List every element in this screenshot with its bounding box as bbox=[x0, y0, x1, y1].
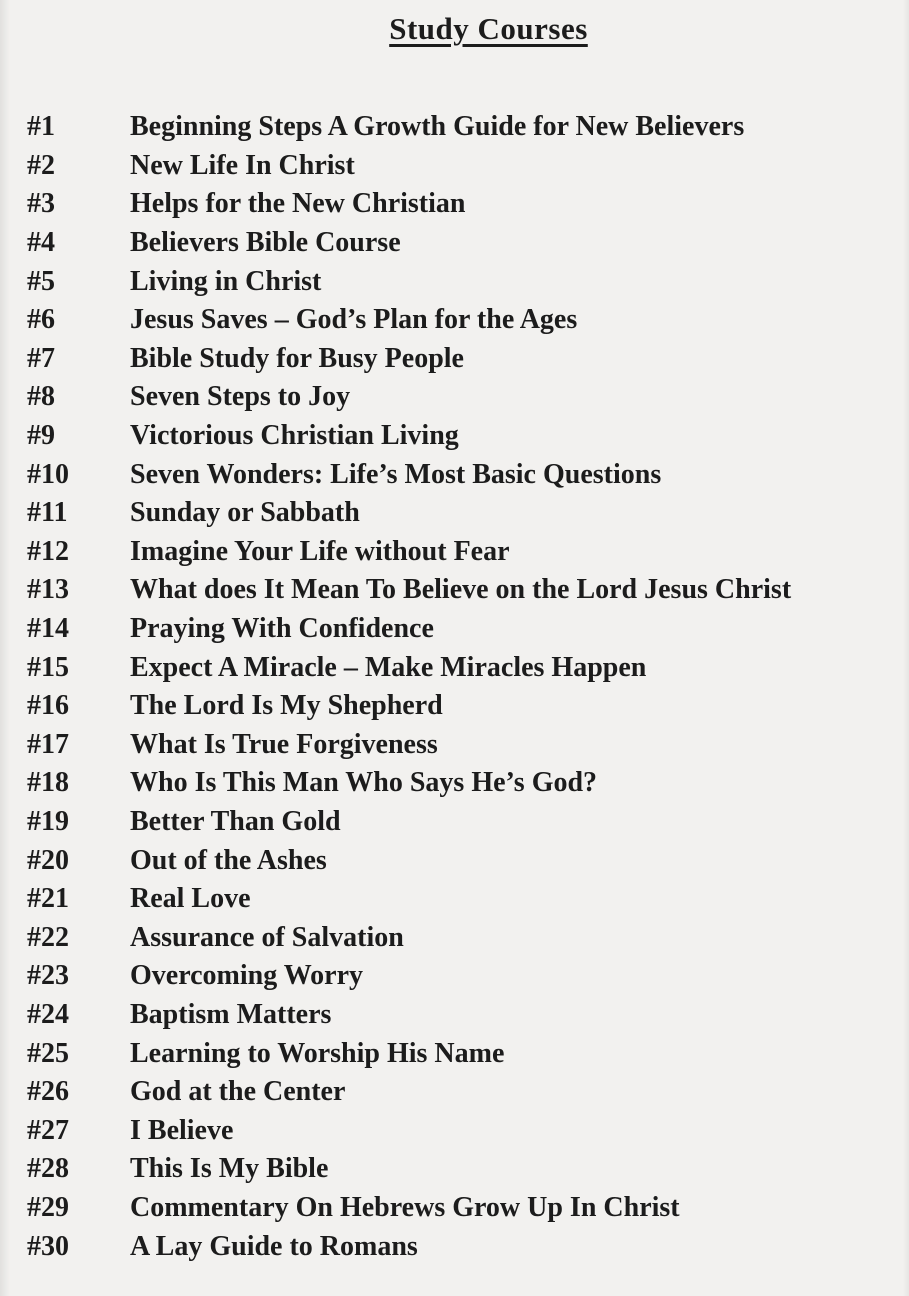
course-row bbox=[27, 108, 909, 147]
course-title: Helps for the New Christian bbox=[130, 188, 466, 220]
course-number: #10 bbox=[27, 458, 69, 490]
course-number: #27 bbox=[27, 1114, 69, 1146]
course-row bbox=[27, 455, 909, 494]
course-row bbox=[27, 918, 909, 957]
course-title: God at the Center bbox=[130, 1076, 346, 1108]
course-title: Seven Wonders: Life’s Most Basic Questions bbox=[130, 458, 662, 490]
course-title: This Is My Bible bbox=[130, 1153, 329, 1185]
course-row bbox=[27, 301, 909, 340]
course-number: #1 bbox=[27, 111, 55, 143]
course-title: Expect A Miracle – Make Miracles Happen bbox=[130, 651, 647, 683]
course-title: New Life In Christ bbox=[130, 149, 355, 181]
course-row bbox=[27, 803, 909, 842]
course-title: What does It Mean To Believe on the Lord Jesus Christ bbox=[130, 574, 792, 606]
course-title: Imagine Your Life without Fear bbox=[130, 535, 510, 567]
course-row bbox=[27, 996, 909, 1035]
course-number: #11 bbox=[27, 497, 68, 529]
course-number: #12 bbox=[27, 535, 69, 567]
course-title: I Believe bbox=[130, 1114, 234, 1146]
course-row bbox=[27, 957, 909, 996]
course-number: #3 bbox=[27, 188, 55, 220]
course-number: #2 bbox=[27, 149, 55, 181]
course-title: Seven Steps to Joy bbox=[130, 381, 351, 413]
course-row bbox=[27, 648, 909, 687]
course-row bbox=[27, 378, 909, 417]
page-title: Study Courses bbox=[389, 11, 588, 46]
course-number: #7 bbox=[27, 342, 55, 374]
course-number: #5 bbox=[27, 265, 55, 297]
course-title: Better Than Gold bbox=[130, 805, 341, 837]
course-row bbox=[27, 494, 909, 533]
course-number: #4 bbox=[27, 227, 55, 259]
course-number: #26 bbox=[27, 1076, 69, 1108]
course-row bbox=[27, 1034, 909, 1073]
course-title: Out of the Ashes bbox=[130, 844, 327, 876]
course-row bbox=[27, 571, 909, 610]
course-row bbox=[27, 764, 909, 803]
course-number: #30 bbox=[27, 1230, 69, 1262]
course-number: #22 bbox=[27, 921, 69, 953]
course-title: A Lay Guide to Romans bbox=[130, 1230, 418, 1262]
course-number: #13 bbox=[27, 574, 69, 606]
course-title: Bible Study for Busy People bbox=[130, 342, 464, 374]
course-number: #23 bbox=[27, 960, 69, 992]
course-title: Real Love bbox=[130, 883, 251, 915]
course-row bbox=[27, 224, 909, 263]
course-title: Jesus Saves – God’s Plan for the Ages bbox=[130, 304, 578, 336]
course-row bbox=[27, 1227, 909, 1266]
course-number: #14 bbox=[27, 613, 69, 645]
course-number: #29 bbox=[27, 1191, 69, 1223]
course-row bbox=[27, 841, 909, 880]
course-row bbox=[27, 1111, 909, 1150]
course-row bbox=[27, 1073, 909, 1112]
course-title: Praying With Confidence bbox=[130, 613, 434, 645]
course-row bbox=[27, 610, 909, 649]
course-row bbox=[27, 147, 909, 186]
course-title: Beginning Steps A Growth Guide for New Believers bbox=[130, 111, 745, 143]
course-title: Sunday or Sabbath bbox=[130, 497, 360, 529]
course-number: #15 bbox=[27, 651, 69, 683]
course-row bbox=[27, 262, 909, 301]
course-row bbox=[27, 1189, 909, 1228]
course-row bbox=[27, 417, 909, 456]
course-row bbox=[27, 185, 909, 224]
course-row bbox=[27, 1150, 909, 1189]
course-title: Believers Bible Course bbox=[130, 227, 401, 259]
course-row bbox=[27, 687, 909, 726]
course-row bbox=[27, 533, 909, 572]
course-title: Living in Christ bbox=[130, 265, 322, 297]
course-number: #20 bbox=[27, 844, 69, 876]
course-title: Learning to Worship His Name bbox=[130, 1037, 505, 1069]
course-title: Baptism Matters bbox=[130, 998, 332, 1030]
course-row bbox=[27, 880, 909, 919]
course-number: #16 bbox=[27, 690, 69, 722]
course-number: #19 bbox=[27, 805, 69, 837]
course-title: Who Is This Man Who Says He’s God? bbox=[130, 767, 598, 799]
course-title: Commentary On Hebrews Grow Up In Christ bbox=[130, 1191, 680, 1223]
course-row bbox=[27, 340, 909, 379]
course-number: #28 bbox=[27, 1153, 69, 1185]
course-number: #18 bbox=[27, 767, 69, 799]
course-row bbox=[27, 726, 909, 765]
course-number: #24 bbox=[27, 998, 69, 1030]
course-title: Assurance of Salvation bbox=[130, 921, 404, 953]
course-number: #17 bbox=[27, 728, 69, 760]
course-title: What Is True Forgiveness bbox=[130, 728, 438, 760]
course-list bbox=[0, 108, 909, 1266]
course-number: #21 bbox=[27, 883, 69, 915]
course-number: #9 bbox=[27, 420, 55, 452]
course-title: Overcoming Worry bbox=[130, 960, 364, 992]
course-number: #8 bbox=[27, 381, 55, 413]
course-number: #25 bbox=[27, 1037, 69, 1069]
course-title: The Lord Is My Shepherd bbox=[130, 690, 443, 722]
course-number: #6 bbox=[27, 304, 55, 336]
course-title: Victorious Christian Living bbox=[130, 420, 459, 452]
